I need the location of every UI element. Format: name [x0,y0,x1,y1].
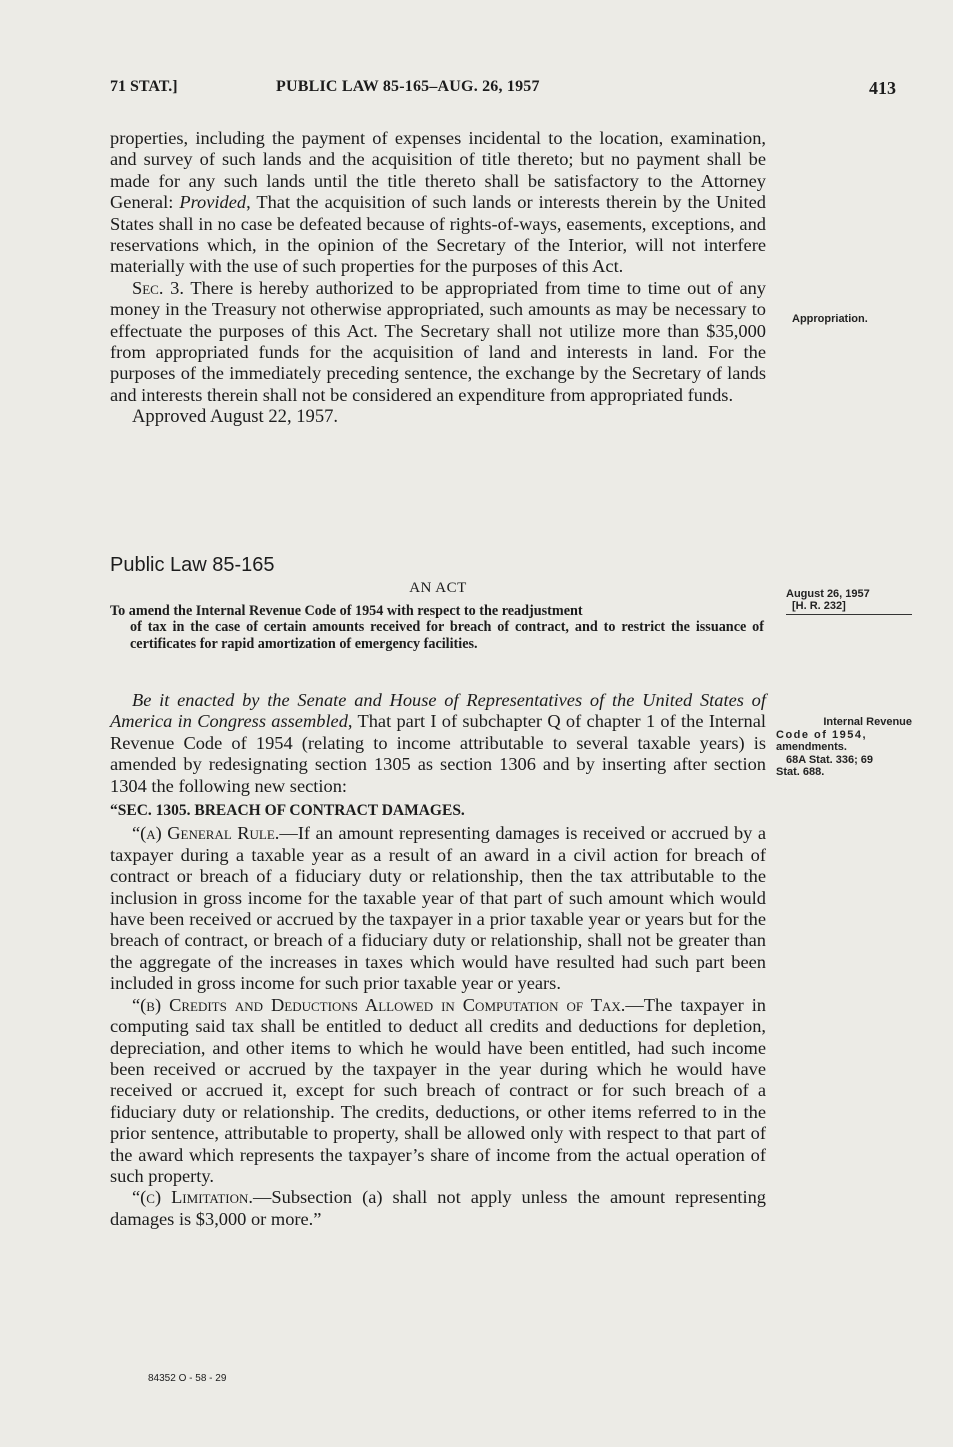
act-purpose: To amend the Internal Revenue Code of 1954 with respect to the readjustment of tax in the case of certain amounts received for breach of contract, and to restrict the issuance of certificates for rapid amortization of emergency facilities. [110,603,764,652]
margin-rule [786,614,912,615]
running-title: PUBLIC LAW 85-165–AUG. 26, 1957 [276,78,540,95]
page-number: 413 [869,78,896,98]
margin-note-appropriation: Appropriation. [792,313,868,325]
bill-number: [H. R. 232] [792,600,846,612]
page-header [110,78,930,100]
margin-note-date [786,588,916,615]
enacting-clause: Be it enacted by the Senate and House of Representatives of the United States of America in Congress assembled, That part I of subchapter Q of chapter 1 of the Internal Revenue Code of 1954 (relating to income attributable to several taxable years) is amended by redesignating section 1305 as section 1306 and by inserting after section 1304 the following new section: [110,690,766,796]
subsection-c: “(c) Limitation.—Subsection (a) shall not apply unless the amount representing damages is $3,000 or more.” [110,1187,766,1229]
act-body [110,690,766,1230]
approved-date: Approved August 22, 1957. [132,406,339,428]
print-code: 84352 O - 58 - 29 [148,1373,227,1384]
subsection-b: “(b) Credits and Deductions Allowed in Computation of Tax.—The taxpayer in computing said tax shall be entitled to deduct all credits and deductions for depletion, depreciation, and other items to which he would have been entitled, had such income been received or accrued by the taxpayer in the year during which he would have received or accrued it, except for such breach of contract or for such breach of a fiduciary duty or relationship. The credits, deductions, or other items referred to in the prior sentence, attributable to property, shall be allowed only with respect to that part of the award which represents the taxpayer’s share of income from the actual operation of such property. [110,994,766,1186]
section-1305-heading: “SEC. 1305. BREACH OF CONTRACT DAMAGES. [110,802,465,820]
subsection-c-label: “(c) Limitation. [132,1187,254,1208]
statute-volume: 71 STAT.] [110,78,178,95]
margin-note-irc: Internal Revenue Code of 1954, amendments. 68A Stat. 336; 69 Stat. 688. [776,716,912,778]
approval-date: August 26, 1957 [786,588,870,600]
subsection-b-label: “(b) Credits and Deductions Allowed in Computation of Tax. [132,994,626,1015]
an-act-heading: AN ACT [409,580,467,596]
paragraph-sec-3: Sec. 3. There is hereby authorized to be appropriated from time to time out of any money in the Treasury not otherwise appropriated, such amounts as may be necessary to effectuate the purposes of this Act. The Secretary shall not utilize more than $35,000 from appropriated funds for the acquisition of land and interests in land. For the purposes of the immediately preceding sentence, the exchange by the Secretary of lands and interests therein shall not be considered an expenditure from appropriated funds. [110,277,766,405]
paragraph-properties: properties, including the payment of expenses incidental to the location, examination, and survey of such lands and the acquisition of title thereto; but no payment shall be made for any such lands until the title thereto shall be satisfactory to the Attorney General: Provided, That the acquisition of such lands or interests therein by the United States shall in no case be defeated because of rights-of-ways, easements, exceptions, and reservations which, in the opinion of the Secretary of the Interior, will not interfere materially with the use of such properties for the purposes of this Act. [110,128,767,277]
subsection-a: “(a) General Rule.—If an amount representing damages is received or accrued by a taxpayer during a taxable year as a result of an award in a civil action for breach of contract or breach of a fiduciary duty or relationship, then the tax attributable to the inclusion in gross income for the taxable year of that part of such amount which would have been received or accrued by the taxpayer in a prior taxable year or years but for the breach of contract, or breach of a fiduciary duty or relationship, shall not be greater than the aggregate of the increases in taxes which would have resulted had such part been included in gross income for such prior taxable year or years. [110,823,767,994]
subsection-a-label: “(a) General Rule. [132,823,280,844]
section-top [110,128,766,428]
public-law-title: Public Law 85-165 [110,554,275,576]
sec-3-label: Sec. 3. [132,277,184,298]
provided-italic: Provided [179,192,247,213]
